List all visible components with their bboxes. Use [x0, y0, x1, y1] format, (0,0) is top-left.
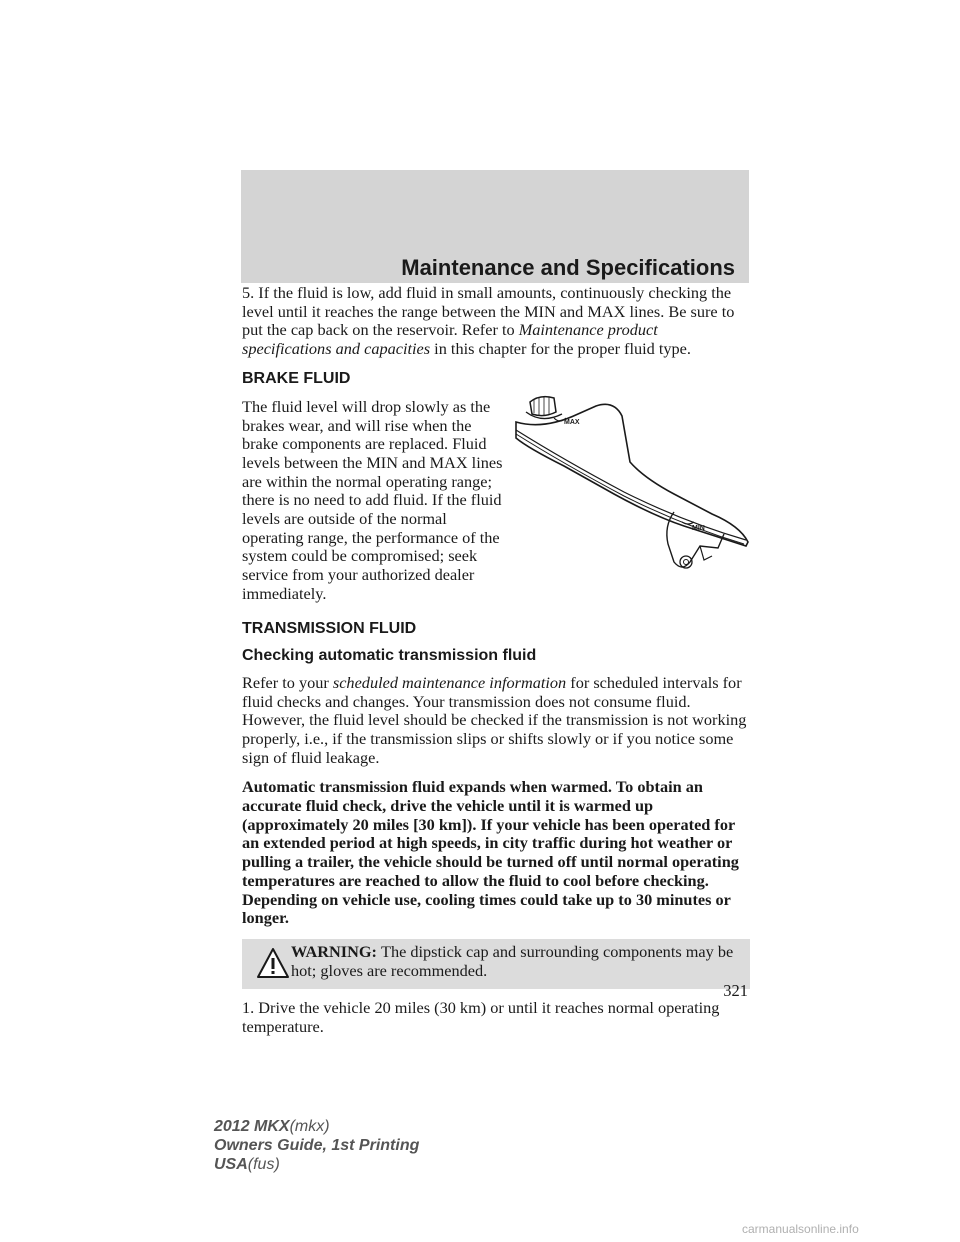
footer-guide: Owners Guide, 1st Printing [214, 1137, 420, 1154]
transmission-text-end: for scheduled intervals for fluid checks and changes. Your transmission does not consume fluid. However, the fluid level should be checked if the transmission is not working properly, i.e., if the transmission slips or shifts slowly or if you notice some sign of fluid leakage. [242, 672, 747, 767]
transmission-text: Refer to your [242, 672, 333, 692]
warmed-fluid-paragraph: Automatic transmission fluid expands when warmed. To obtain an accurate fluid check, drive the vehicle until it is warmed up (approximately 20 miles [30 km]). If your vehicle has been operated for an extended period at high speeds, in city traffic during hot weather or pulling a trailer, the vehicle should be turned off until normal operating temperatures are reached to allow the fluid to cool before checking. Depending on vehicle use, cooling times could take up to 30 minutes or longer. [242, 777, 739, 928]
footer-region: USA [214, 1156, 248, 1173]
step-1-paragraph: 1. Drive the vehicle 20 miles (30 km) or until it reaches normal operating temperature. [242, 997, 720, 1036]
page-content [242, 284, 750, 1036]
reservoir-cap [526, 396, 562, 418]
maintenance-info-reference: scheduled maintenance information [332, 672, 567, 692]
checking-atf-subheading: Checking automatic transmission fluid [242, 646, 537, 664]
page-number: 321 [723, 981, 748, 1000]
min-label: MIN [692, 524, 705, 532]
transmission-fluid-heading: TRANSMISSION FLUID [242, 619, 417, 637]
intro-text: 5. If the fluid is low, add fluid in small amounts, continuously checking the level until it reaches the range between the MIN and MAX lines. Be sure to put the cap back on the reservoir. Refer to [242, 283, 735, 340]
warning-text [291, 943, 736, 980]
transmission-paragraph [242, 674, 750, 768]
brake-fluid-heading: BRAKE FLUID [242, 369, 351, 387]
reservoir-body [516, 404, 748, 568]
intro-paragraph [242, 284, 750, 359]
brake-fluid-paragraph: The fluid level will drop slowly as the brakes wear, and will rise when the brake components are replaced. Fluid levels between the MIN and MAX lines are within the normal operating range; there is no need to add fluid. If the fluid levels are outside of the normal operating range, the performance of the system could be compromised; seek service from your authorized dealer immediately. [242, 396, 503, 603]
intro-text-end: in this chapter for the proper fluid type. [430, 339, 691, 359]
footer-region-line [214, 1155, 419, 1174]
warning-box [242, 939, 750, 989]
brake-fluid-section [242, 398, 750, 620]
brake-fluid-reservoir-illustration [504, 394, 754, 584]
footer-model-code: (mkx) [289, 1118, 330, 1135]
section-title: Maintenance and Specifications [401, 255, 735, 280]
section-header-band [241, 170, 749, 283]
footer-model-line [214, 1117, 419, 1136]
document-footer [214, 1117, 419, 1174]
warning-label: WARNING: [291, 941, 381, 961]
footer-region-code: (fus) [247, 1156, 280, 1173]
watermark: carmanualsonline.info [742, 1222, 859, 1236]
warning-message: The dipstick cap and surrounding components may be hot; gloves are recommended. [291, 941, 734, 980]
intro-reference: Maintenance product specifications and capacities [242, 320, 658, 359]
warning-triangle-icon [256, 947, 290, 979]
footer-model: 2012 MKX [214, 1118, 290, 1135]
max-label: MAX [564, 418, 580, 426]
